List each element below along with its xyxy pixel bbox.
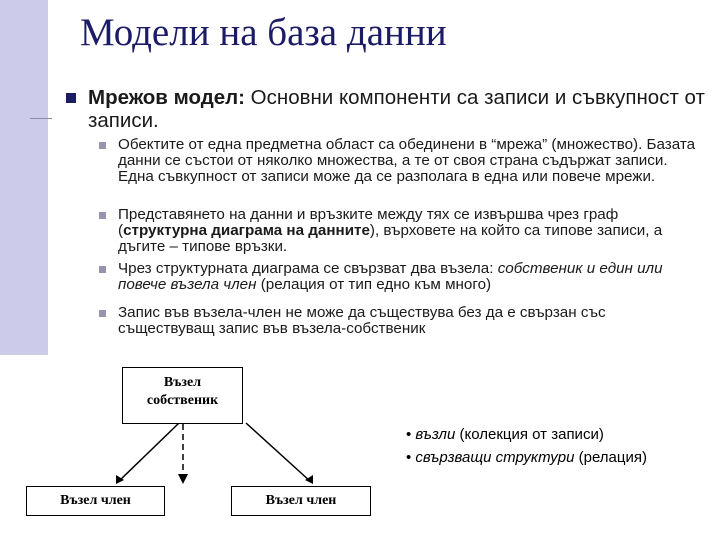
- legend-item-links: • свързващи структури (релация): [406, 449, 647, 466]
- legend-item-links-rest: (релация): [574, 449, 647, 466]
- legend-item-nodes: • възли (колекция от записи): [406, 426, 604, 443]
- sub-bullet-1-text: Обектите от една предметна област са обединени в “мрежа” (множество). Базата данни се състои от няколко множества, а те от своя страна съдържат записи. Една съвкупност от записи може да се разполага в една или повече мрежи.: [118, 136, 696, 186]
- main-bullet-label: Мрежов модел:: [88, 86, 245, 109]
- sub-bullet-4-text: Запис във възела-член не може да съществува без да е свързан със съществуващ запис във възела-собственик: [118, 304, 606, 338]
- arrowhead-right: [305, 475, 313, 484]
- legend-item-nodes-rest: (колекция от записи): [455, 426, 604, 443]
- connector-left: [118, 423, 179, 482]
- member-node-right: Възел член: [231, 486, 371, 516]
- legend-item-links-italic: свързващи структури: [415, 449, 575, 466]
- sub-bullet-3-text: Чрез структурната диаграма се свързват два възела:: [118, 260, 498, 277]
- sub-bullet-2-text: Представянето на данни и връзките между тях се извършва чрез граф (: [118, 206, 619, 240]
- owner-node-line2: собственик: [146, 393, 219, 408]
- sub-bullet-2-bold: структурна диаграма на данните: [123, 222, 370, 240]
- owner-node-line1: Възел: [163, 375, 202, 390]
- slide-title: Модели на база данни: [80, 11, 447, 54]
- main-bullet-text: Основни компоненти са записи и съвкупност от записи.: [88, 86, 705, 132]
- sub-bullet-3-text-end: (релация от тип едно към много): [256, 276, 492, 294]
- owner-node: [122, 367, 243, 424]
- member-node-left: Възел член: [26, 486, 165, 516]
- connector-right: [246, 423, 311, 482]
- diagram-legend: [406, 423, 647, 469]
- arrowhead-middle: [178, 474, 188, 484]
- sub-bullet-2-text-end: ), върховете на който са типове записи, а дъгите – типове връзки.: [118, 222, 663, 256]
- sub-bullet-3-italic: собственик и един или повече възела член: [118, 260, 663, 294]
- legend-item-nodes-italic: възли: [415, 426, 456, 443]
